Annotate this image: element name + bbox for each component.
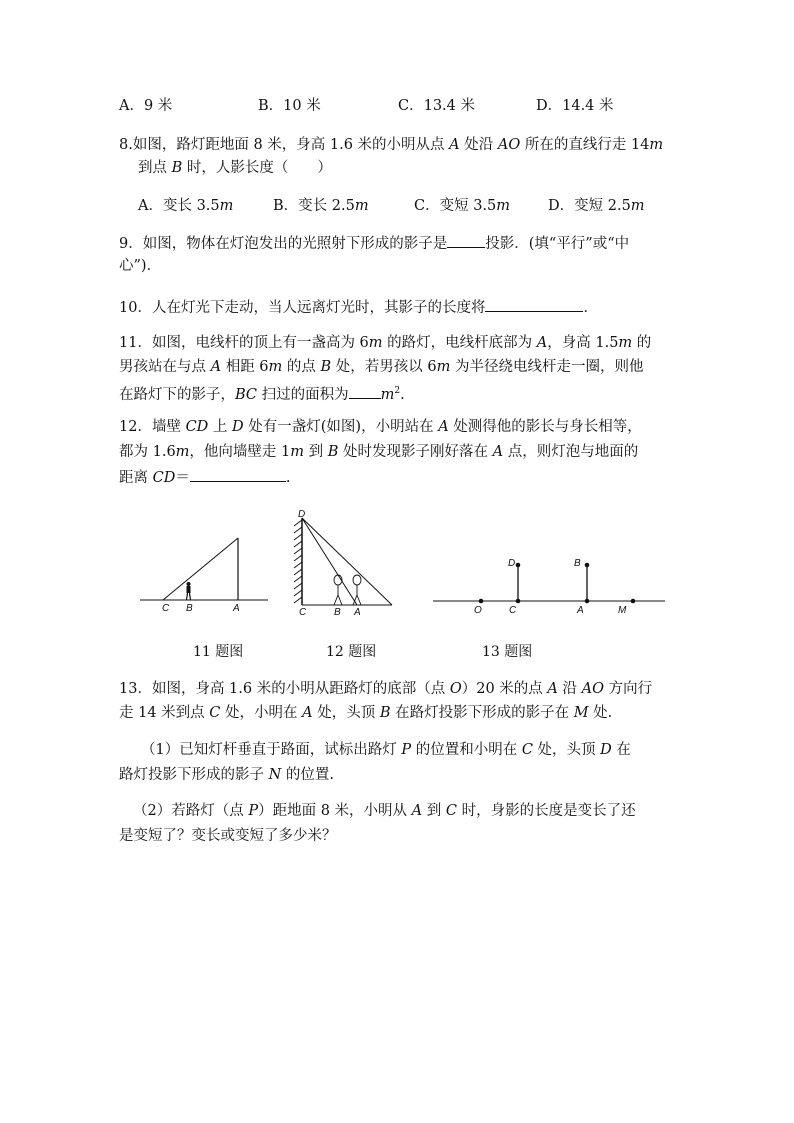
text: 投影．(填“平行”或“中 — [485, 236, 630, 252]
text: 沿 — [557, 681, 582, 697]
text: 处，若男孩以 6 — [331, 359, 437, 375]
text: 处. — [588, 705, 613, 721]
unit: m — [354, 198, 369, 214]
label-c: C — [162, 603, 170, 614]
point-d — [516, 563, 521, 568]
text: 到 — [422, 803, 446, 819]
var: P — [401, 742, 412, 758]
unit: m — [649, 137, 664, 153]
var: A — [411, 803, 423, 819]
text: 9．如图，物体在灯泡发出的光照射下形成的影子是 — [119, 236, 448, 252]
var: M — [573, 705, 589, 721]
var: B — [379, 705, 391, 721]
text: 的位置. — [281, 767, 335, 783]
text: 相距 6 — [221, 359, 269, 375]
label-a: A — [577, 605, 584, 616]
text: 男孩站在与点 — [119, 359, 211, 375]
text: . — [400, 386, 405, 403]
unit: m — [175, 444, 190, 460]
var: A — [438, 419, 449, 435]
var: A — [302, 705, 313, 721]
text: . — [285, 470, 291, 486]
var: C — [209, 705, 221, 721]
text: 处沿 — [459, 137, 498, 153]
figure-13-caption: 13 题图 — [482, 644, 533, 660]
text: 10．人在灯光下走动，当人远离灯光时，其影子的长度将 — [119, 300, 486, 316]
label-a: A — [354, 607, 361, 618]
unit: m — [290, 444, 305, 460]
q7-option-c: C．13.4 米 — [398, 98, 475, 114]
text: 13．如图，身高 1.6 米的小明从距路灯的底部（点 — [119, 681, 450, 697]
text: 都为 1.6 — [119, 444, 176, 460]
q13-stem-line1 — [119, 679, 652, 699]
text: C．变短 3.5 — [414, 198, 497, 214]
label-o: O — [474, 605, 482, 616]
point-c — [516, 599, 521, 604]
q9-stem-line2: 心”)． — [119, 258, 162, 274]
text: 距离 — [119, 470, 153, 486]
text: 在路灯下的影子， — [119, 386, 235, 403]
text: 的 — [632, 335, 652, 351]
unit: m — [496, 198, 511, 214]
var: D — [600, 742, 612, 758]
text: 处时发现影子刚好落在 — [338, 444, 493, 460]
text: ，他向墙壁走 1 — [189, 444, 291, 460]
var: AO — [497, 137, 521, 153]
q7-option-a: A．9 米 — [119, 98, 173, 114]
text: 处，小明在 — [220, 705, 303, 721]
text: B．变长 2.5 — [273, 198, 355, 214]
var: A — [536, 335, 548, 351]
var: BC — [235, 386, 258, 403]
var: P — [248, 803, 259, 819]
text: 到点 — [138, 160, 172, 176]
var: CD — [152, 470, 176, 486]
text: 的位置和小明在 — [411, 742, 522, 758]
text: 点，则灯泡与地面的 — [503, 444, 639, 460]
unit: m — [618, 335, 633, 351]
text: 时，人影长度（ ） — [182, 160, 332, 176]
var: D — [232, 419, 244, 435]
text: ． — [583, 300, 598, 316]
text: 处，头顶 — [312, 705, 380, 721]
text: ）距地面 8 米，小明从 — [258, 803, 412, 819]
text: 为半径绕电线杆走一圈，则他 — [450, 359, 644, 375]
text: 方向行 — [603, 681, 653, 697]
var: C — [521, 742, 533, 758]
text: 处，头顶 — [532, 742, 601, 758]
unit: m — [368, 335, 383, 351]
text: ，身高 1.5 — [547, 335, 619, 351]
var: N — [268, 767, 282, 783]
unit: m — [630, 198, 645, 214]
point-m — [631, 599, 636, 604]
text: 8.如图，路灯距地面 8 米，身高 1.6 米的小明从点 — [119, 137, 450, 153]
label-d: D — [508, 558, 516, 569]
text: 到 — [304, 444, 328, 460]
var: A — [210, 359, 222, 375]
var: AO — [581, 681, 604, 697]
text: 走 14 米到点 — [119, 705, 210, 721]
label-b: B — [574, 558, 581, 569]
var: O — [449, 681, 462, 697]
text: ）20 米的点 — [461, 681, 548, 697]
text: （2）若路灯（点 — [133, 803, 249, 819]
label-a: A — [233, 603, 240, 614]
q13-part1-line2 — [119, 765, 334, 785]
figure-11-caption: 11 题图 — [193, 644, 244, 660]
text: （1）已知灯杆垂直于路面，试标出路灯 — [141, 742, 402, 758]
text: 时，身影的长度是变长了还 — [456, 803, 636, 819]
unit: m — [219, 198, 234, 214]
point-a — [585, 599, 590, 604]
label-c: C — [299, 607, 307, 618]
var: B — [327, 444, 339, 460]
figure-12-caption: 12 题图 — [326, 644, 377, 660]
text: 的路灯，电线杆底部为 — [382, 335, 537, 351]
text: 的点 — [282, 359, 321, 375]
text: D．变短 2.5 — [548, 198, 631, 214]
point-b — [585, 563, 590, 568]
text: 路灯投影下形成的影子 — [119, 767, 269, 783]
unit: m — [380, 386, 395, 403]
var: C — [445, 803, 457, 819]
label-c: C — [509, 605, 517, 616]
label-b: B — [334, 607, 341, 618]
label-d: D — [298, 509, 306, 520]
var: A — [492, 444, 504, 460]
unit: m — [436, 359, 451, 375]
unit: m — [268, 359, 283, 375]
var: B — [171, 160, 183, 176]
text: 处有一盏灯(如图)，小明站在 — [243, 419, 439, 435]
q13-part2-line1 — [133, 801, 636, 821]
text: 在路灯投影下形成的影子在 — [390, 705, 574, 721]
text: A．变长 3.5 — [138, 198, 220, 214]
text: 扫过的面积为 — [257, 386, 349, 403]
text: 12．墙壁 — [119, 419, 186, 435]
exponent: 2 — [394, 386, 401, 396]
q7-option-b: B．10 米 — [258, 98, 321, 114]
text: 11．如图，电线杆的顶上有一盏高为 6 — [119, 335, 369, 351]
q7-option-d: D．14.4 米 — [536, 98, 614, 114]
text: 上 — [208, 419, 233, 435]
text: ＝ — [175, 470, 190, 486]
var: A — [547, 681, 558, 697]
var: A — [449, 137, 460, 153]
label-m: M — [618, 605, 627, 616]
var: CD — [185, 419, 209, 435]
var: B — [320, 359, 332, 375]
q13-part2-line2: 是变短了？变长或变短了多少米？ — [119, 828, 337, 844]
q13-part1-line1 — [141, 740, 631, 760]
text: 处测得他的影长与身长相等， — [448, 419, 642, 435]
label-b: B — [186, 603, 193, 614]
point-o — [479, 599, 484, 604]
text: 所在的直线行走 14 — [520, 137, 650, 153]
text: 在 — [611, 742, 631, 758]
q13-stem-line2 — [119, 703, 612, 723]
